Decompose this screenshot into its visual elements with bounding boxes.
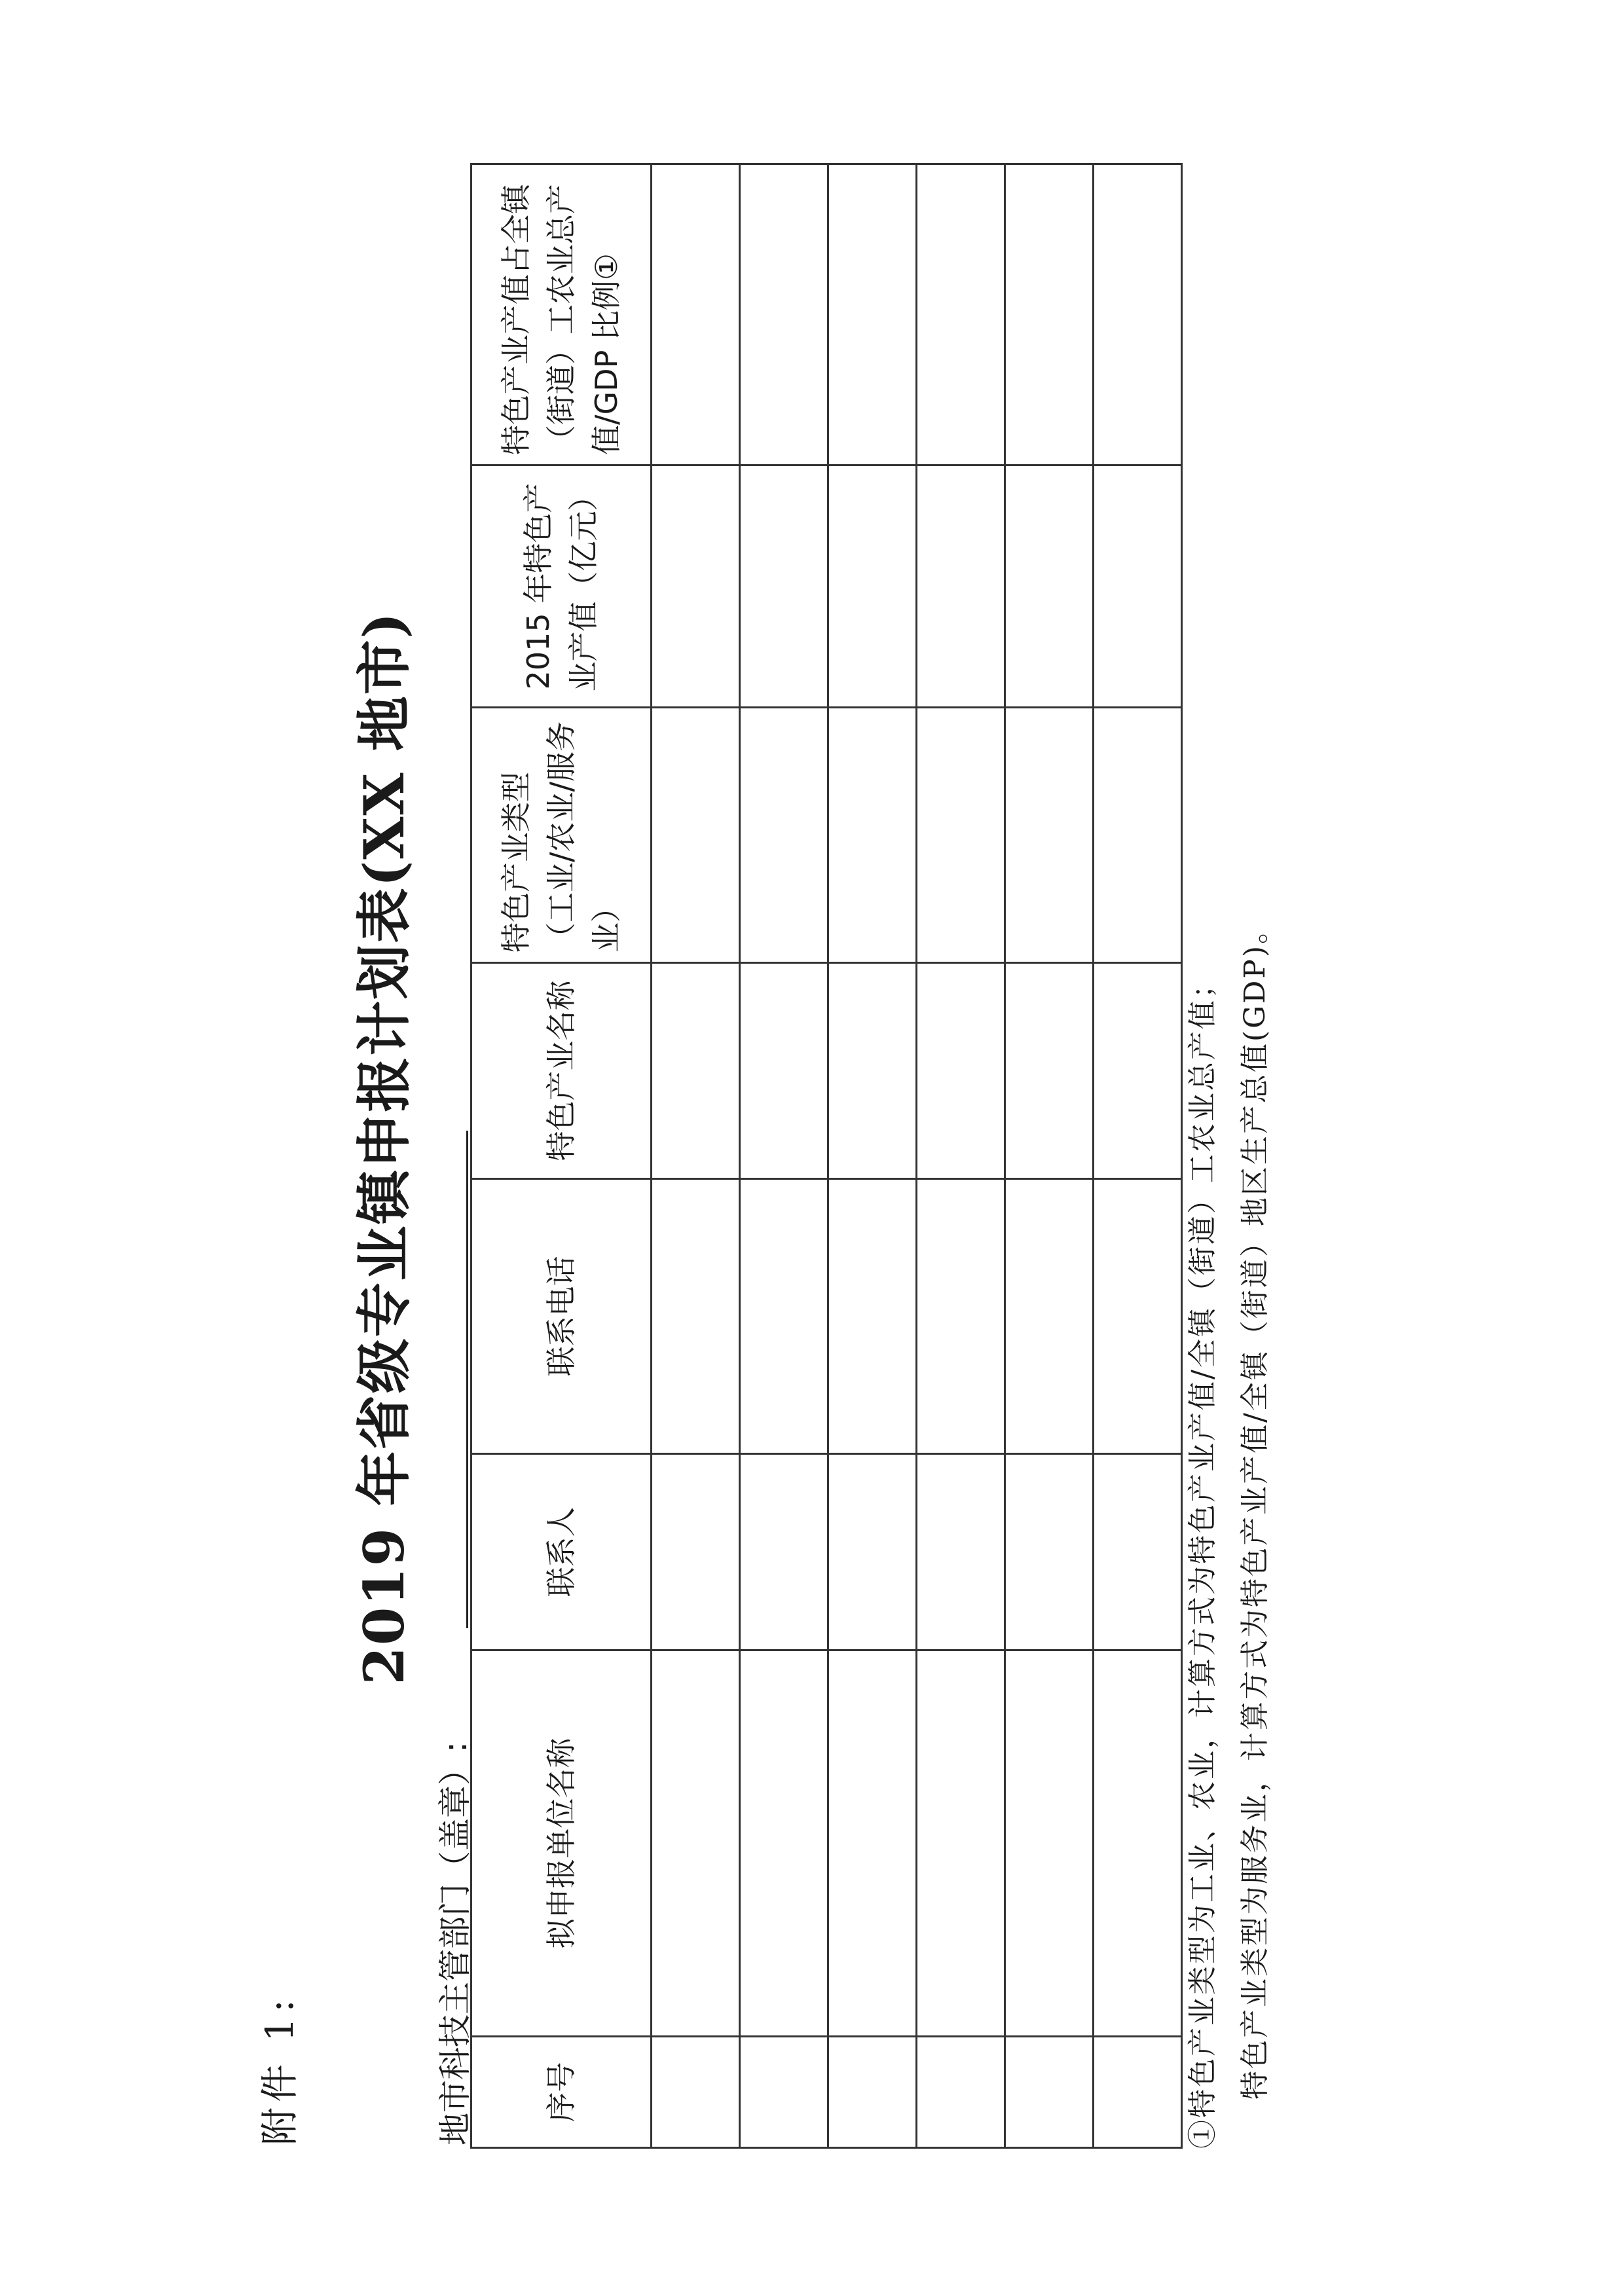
table-row xyxy=(917,164,1005,2148)
table-cell xyxy=(828,2037,917,2148)
footnote-1: ①特色产业类型为工业、农业，计算方式为特色产业产值/全镇（街道）工农业总产值； xyxy=(1186,968,1219,2149)
table-cell xyxy=(1094,2037,1182,2148)
table-cell xyxy=(1094,1454,1182,1650)
table-cell xyxy=(917,708,1005,963)
table-cell xyxy=(740,2037,828,2148)
header-industry-output: 2015 年特色产业产值（亿元） xyxy=(471,465,652,708)
header-output-ratio: 特色产业产值占全镇（街道）工农业总产值/GDP 比例① xyxy=(471,164,652,465)
header-contact-person: 联系人 xyxy=(471,1454,652,1650)
table-row xyxy=(1005,164,1094,2148)
table-cell xyxy=(1094,1650,1182,2037)
header-applicant-unit: 拟申报单位名称 xyxy=(471,1650,652,2037)
table-cell xyxy=(740,963,828,1179)
table-row xyxy=(1094,164,1182,2148)
header-industry-type: 特色产业类型（工业/农业/服务业） xyxy=(471,708,652,963)
table-cell xyxy=(917,2037,1005,2148)
table-cell xyxy=(828,708,917,963)
table-cell xyxy=(828,1650,917,2037)
table-cell xyxy=(652,708,740,963)
table-cell xyxy=(1094,1179,1182,1454)
table-cell xyxy=(1094,164,1182,465)
table-cell xyxy=(917,1650,1005,2037)
table-cell xyxy=(652,1179,740,1454)
table-cell xyxy=(1094,708,1182,963)
table-cell xyxy=(652,1650,740,2037)
application-plan-table xyxy=(470,163,1183,2149)
table-cell xyxy=(740,708,828,963)
table-cell xyxy=(828,963,917,1179)
document-title: 2019 年省级专业镇申报计划表(XX 地市) xyxy=(352,611,416,1685)
table-cell xyxy=(740,1179,828,1454)
table-cell xyxy=(1005,1650,1094,2037)
table-row xyxy=(828,164,917,2148)
table-cell xyxy=(652,164,740,465)
table-cell xyxy=(1005,708,1094,963)
attachment-label: 附件 1: xyxy=(257,1994,302,2145)
table-cell xyxy=(917,164,1005,465)
table-cell xyxy=(917,465,1005,708)
table-cell xyxy=(1005,963,1094,1179)
table-cell xyxy=(1005,1454,1094,1650)
table-cell xyxy=(917,1454,1005,1650)
table-cell xyxy=(917,963,1005,1179)
table-cell xyxy=(652,963,740,1179)
table-cell xyxy=(1094,963,1182,1179)
table-cell xyxy=(828,1179,917,1454)
table-cell xyxy=(1005,465,1094,708)
header-contact-phone: 联系电话 xyxy=(471,1179,652,1454)
header-industry-name: 特色产业名称 xyxy=(471,963,652,1179)
table-header-row xyxy=(471,164,652,2148)
table-row xyxy=(740,164,828,2148)
table-cell xyxy=(652,1454,740,1650)
department-label: 地市科技主管部门（盖章）: xyxy=(436,1741,474,2145)
table-cell xyxy=(917,1179,1005,1454)
table-cell xyxy=(652,465,740,708)
table-cell xyxy=(652,2037,740,2148)
table-cell xyxy=(1005,1179,1094,1454)
table-cell xyxy=(1005,2037,1094,2148)
table-cell xyxy=(1005,164,1094,465)
footnote-2: 特色产业类型为服务业，计算方式为特色产业产值/全镇（街道）地区生产总值(GDP)。 xyxy=(1238,913,1272,2100)
table-cell xyxy=(828,465,917,708)
table-cell xyxy=(1094,465,1182,708)
table-cell xyxy=(828,1454,917,1650)
table-cell xyxy=(740,465,828,708)
table-cell xyxy=(828,164,917,465)
table-cell xyxy=(740,164,828,465)
department-signature-line xyxy=(466,1131,468,1628)
table-row xyxy=(652,164,740,2148)
table-cell xyxy=(740,1454,828,1650)
header-serial-number: 序号 xyxy=(471,2037,652,2148)
table-cell xyxy=(740,1650,828,2037)
